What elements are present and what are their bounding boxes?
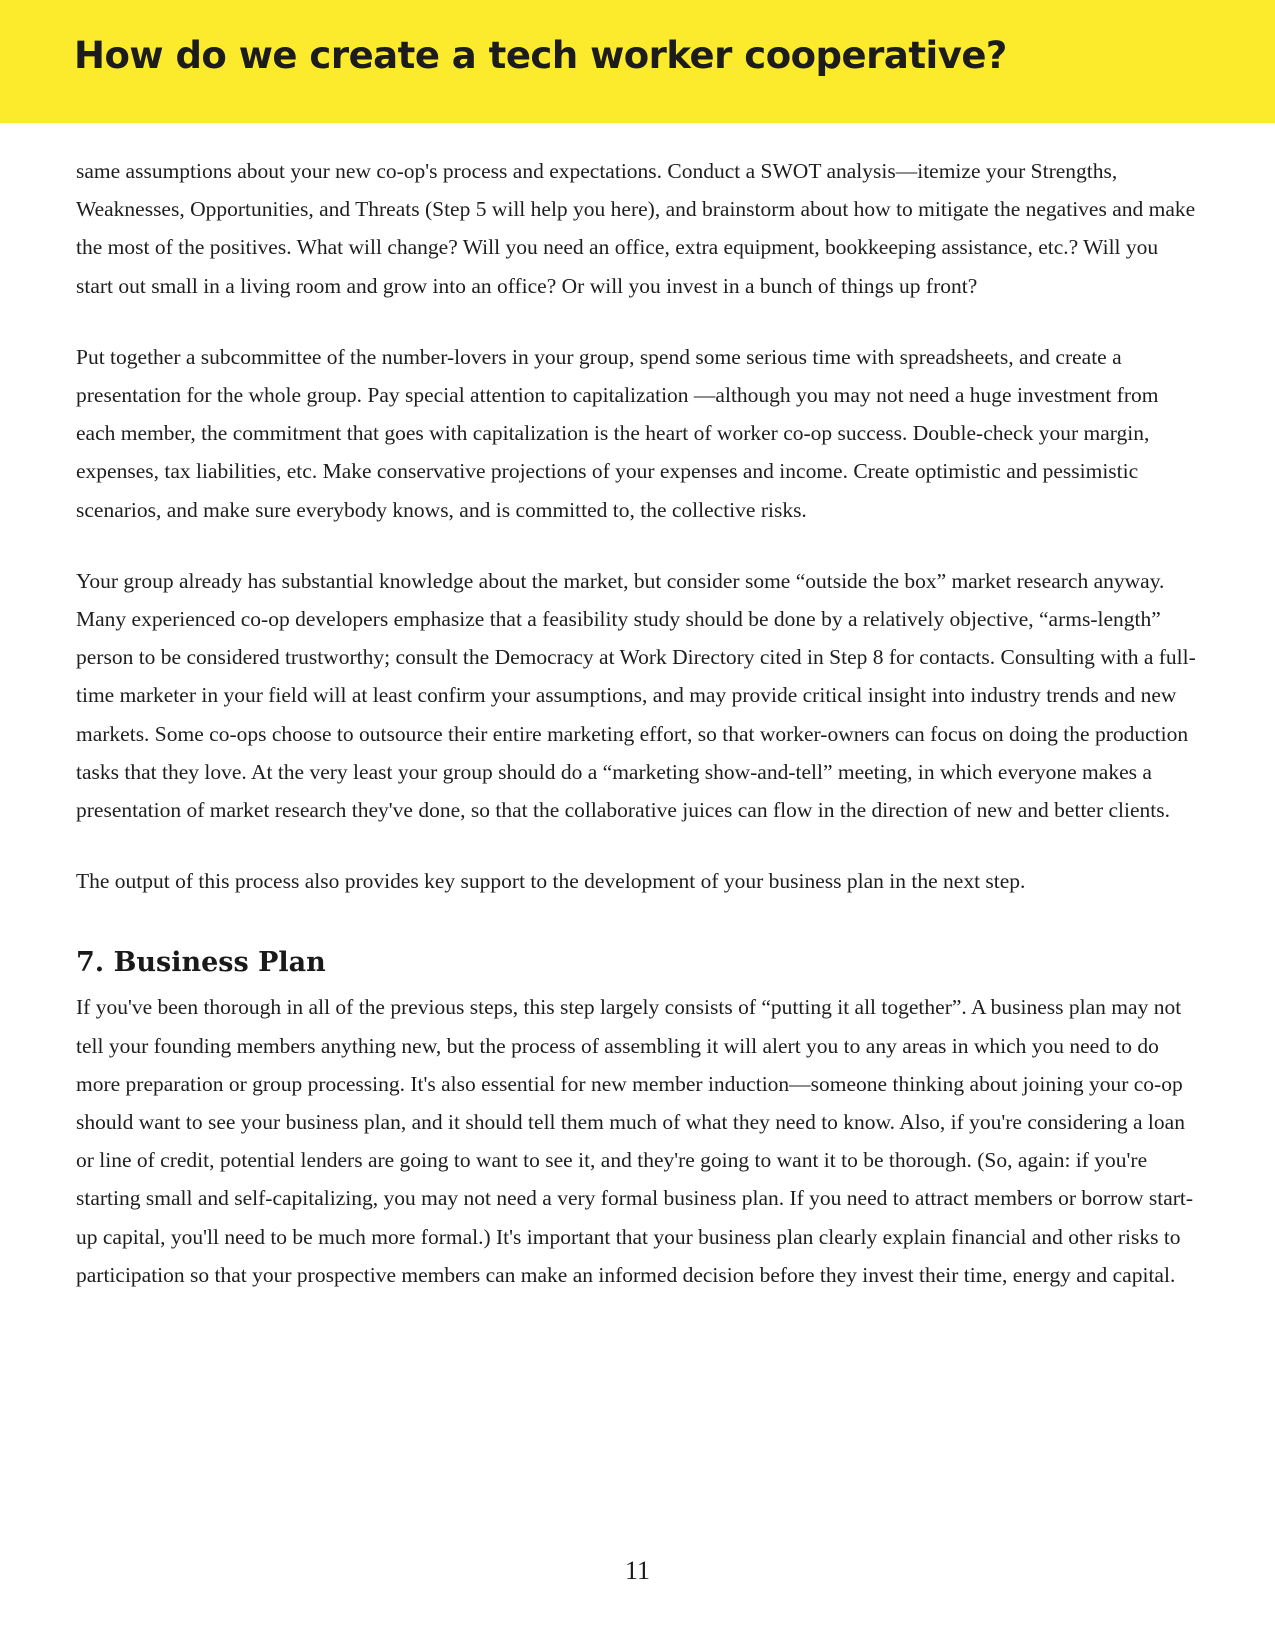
document-body — [76, 152, 1196, 1294]
section-heading-business-plan: 7. Business Plan — [76, 947, 326, 979]
page-number: 11 — [624, 1556, 651, 1585]
header-band — [0, 0, 1275, 123]
page-title: How do we create a tech worker cooperative? — [74, 34, 1007, 77]
paragraph-subcommittee: Put together a subcommittee of the number-lovers in your group, spend some serious time with spreadsheets, and create a presentation for the whole group. Pay special attention to capitalization —although you may not need a huge investment from each member, the commitment that goes with capitalization is the heart of worker co-op success. Double-check your margin, expenses, tax liabilities, etc. Make conservative projections of your expenses and income. Create optimistic and pessimistic scenarios, and make sure everybody knows, and is committed to, the collective risks. — [76, 344, 1159, 522]
paragraph-business-plan: If you've been thorough in all of the previous steps, this step largely consists of “putting it all together”. A business plan may not tell your founding members anything new, but the process of assembling it will alert you to any areas in which you need to do more preparation or group processing. It's also essential for new member induction—someone thinking about joining your co-op should want to see your business plan, and it should tell them much of what they need to know. Also, if you're considering a loan or line of credit, potential lenders are going to want to see it, and they're going to want it to be thorough. (So, again: if you're starting small and self-capitalizing, you may not need a very formal business plan. If you need to attract members or borrow start-up capital, you'll need to be much more formal.) It's important that your business plan clearly explain financial and other risks to participation so that your prospective members can make an informed decision before they invest their time, energy and capital. — [76, 995, 1194, 1287]
paragraph-market-research: Your group already has substantial knowledge about the market, but consider some “outside the box” market research anyway. Many experienced co-op developers emphasize that a feasibility study should be done by a relatively objective, “arms-length” person to be considered trustworthy; consult the Democracy at Work Directory cited in Step 8 for contacts. Consulting with a full-time marketer in your field will at least confirm your assumptions, and may provide critical insight into industry trends and new markets. Some co-ops choose to outsource their entire marketing effort, so that worker-owners can focus on doing the production tasks that they love. At the very least your group should do a “marketing show-and-tell” meeting, in which everyone makes a presentation of market research they've done, so that the collaborative juices can flow in the direction of new and better clients. — [76, 568, 1196, 823]
paragraph-swot: same assumptions about your new co-op's process and expectations. Conduct a SWOT analysis—itemize your Strengths, Weaknesses, Opportunities, and Threats (Step 5 will help you here), and brainstorm about how to mitigate the negatives and make the most of the positives. What will change? Will you need an office, extra equipment, bookkeeping assistance, etc.? Will you start out small in a living room and grow into an office? Or will you invest in a bunch of things up front? — [76, 159, 1196, 298]
paragraph-output: The output of this process also provides key support to the development of your business plan in the next step. — [76, 869, 1026, 894]
